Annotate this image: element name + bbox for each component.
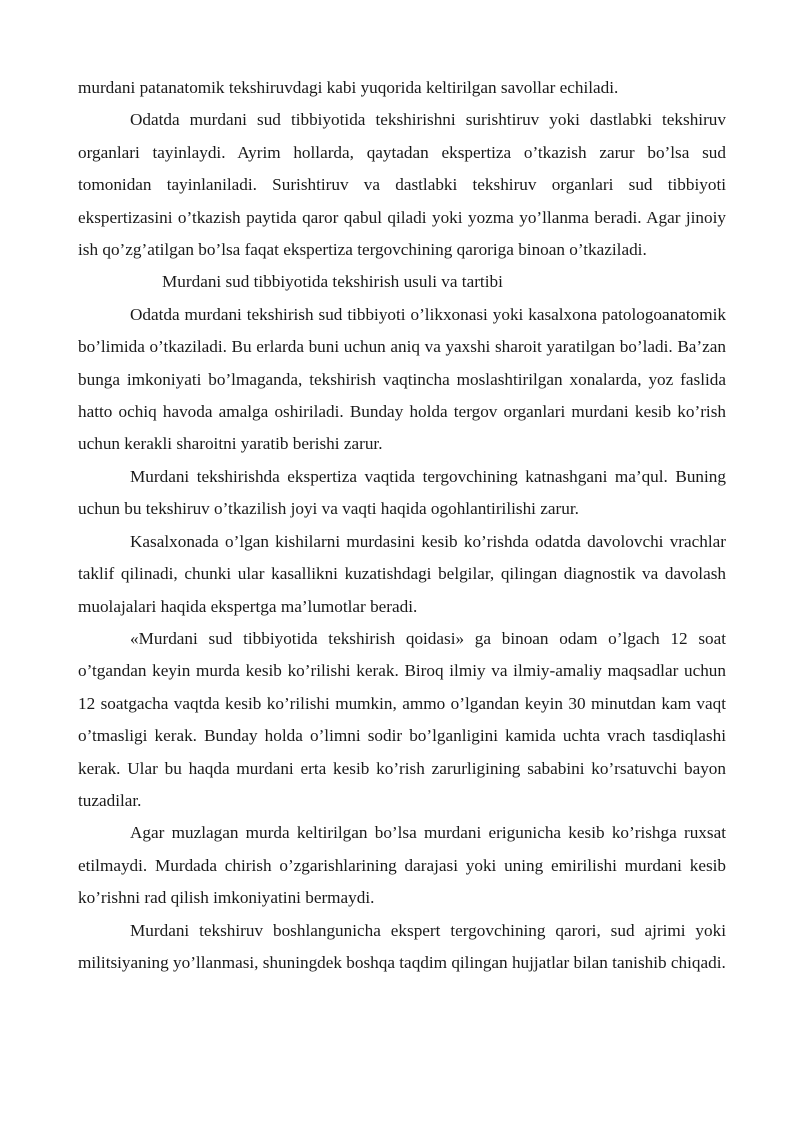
section-heading: Murdani sud tibbiyotida tekshirish usuli va tartibi xyxy=(162,272,503,292)
paragraph-investigator-presence: Murdani tekshirishda ekspertiza vaqtida tergovchining katnashgani ma’qul. Buning uchun bu tekshiruv o’tkazilish joyi va vaqti haqida ogohlantirilishi zarur. xyxy=(78,466,726,519)
paragraph-examination-rules: «Murdani sud tibbiyotida tekshirish qoidasi» ga binoan odam o’lgach 12 soat o’tgandan keyin murda kesib ko’rilishi kerak. Biroq ilmiy va ilmiy-amaliy maqsadlar uchun 12 soatgacha vaqtda kesib ko’rilishi mumkin, ammo o’lgandan keyin 30 minutdan kam vaqt o’tmasligi kerak. Bunday holda o’limni sodir bo’lganligini kamida uchta vrach tasdiqlashi kerak. Ular bu haqda murdani erta kesib ko’rish zarurligining sababini ko’rsatuvchi bayon tuzadilar. xyxy=(78,628,726,810)
paragraph-expertise-assignment: Odatda murdani sud tibbiyotida tekshirishni surishtiruv yoki dastlabki tekshiruv organlari tayinlaydi. Ayrim hollarda, qaytadan ekspertiza o’tkazish zarur bo’lsa sud tomonidan tayinlaniladi. Surishtiruv va dastlabki tekshiruv organlari sud tibbiyoti ekspertizasini o’tkazish paytida qaror qabul qiladi yoki yozma yo’llanma beradi. Agar jinoiy ish qo’zg’atilgan bo’lsa faqat ekspertiza tergovchining qaroriga binoan o’tkaziladi. xyxy=(78,110,726,260)
paragraph-documents-review: Murdani tekshiruv boshlangunicha ekspert tergovchining qarori, sud ajrimi yoki militsiyaning yo’llanmasi, shuningdek boshqa taqdim qilingan hujjatlar bilan tanishib chiqadi. xyxy=(78,920,726,972)
paragraph-frozen-body: Agar muzlagan murda keltirilgan bo’lsa murdani erigunicha kesib ko’rishga ruxsat etilmaydi. Murdada chirish o’zgarishlarining darajasi yoki uning emirilishi murdani kesib ko’rishni rad qilish imkoniyatini bermaydi. xyxy=(78,823,726,908)
paragraph-examination-place: Odatda murdani tekshirish sud tibbiyoti o’likxonasi yoki kasalxona patologoanatomik bo’limida o’tkaziladi. Bu erlarda buni uchun aniq va yaxshi sharoit yaratilgan bo’ladi. Ba’zan bunga imkoniyati bo’lmaganda, tekshirish vaqtincha moslashtirilgan xonalarda, yoz faslida hatto ochiq havoda amalga oshiriladi. Bunday holda tergov organlari murdani kesib ko’rish uchun kerakli sharoitni yaratib berishi zarur. xyxy=(78,304,726,454)
paragraph-hospital-doctors: Kasalxonada o’lgan kishilarni murdasini kesib ko’rishda odatda davolovchi vrachlar taklif qilinadi, chunki ular kasallikni kuzatishdagi belgilar, qilingan diagnostik va davolash muolajalari haqida ekspertga ma’lumotlar beradi. xyxy=(78,531,726,616)
paragraph-continuation: murdani patanatomik tekshiruvdagi kabi yuqorida keltirilgan savollar echiladi. xyxy=(78,78,619,97)
document-page xyxy=(78,72,726,979)
